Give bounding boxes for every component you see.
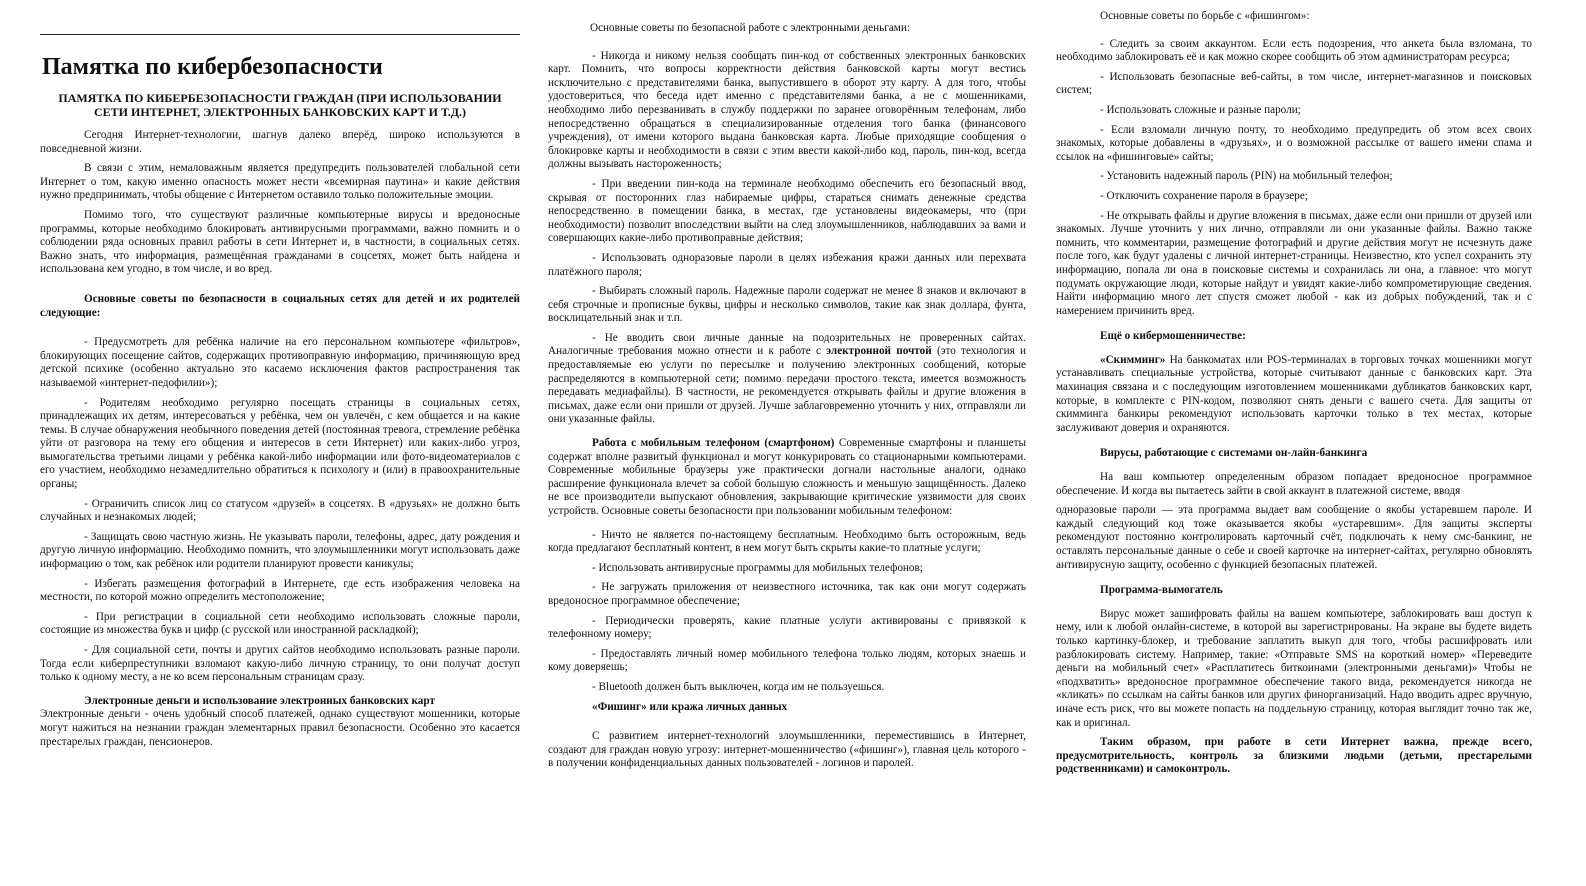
- social-tip: - Для социальной сети, почты и других сайтов необходимо использовать разные пароли. Тогда если киберпреступники взломают какую-либо личную страницу, то они получат доступ только к одному месту, а не ко всем персональным страницам сразу.: [40, 644, 520, 684]
- virus-heading: Вирусы, работающие с системами он-лайн-банкинга: [1100, 447, 1368, 460]
- skimming-text: На банкоматах или POS-терминалах в торговых точках мошенники могут устанавливать специальные устройства, которые считывают данные с банковских карт. Эта махинация связана и с последующим изготовлением мошенниками дубликатов банковских карт, которые, в комплекте с PIN-кодом, позволяют снять деньги с вашего счета. Для защиты от скимминга банкиры рекомендуют использовать карточки только в тех местах, которые заслуживают доверия и охраняются.: [1056, 353, 1532, 434]
- phishing-tip: - Использовать безопасные веб-сайты, в том числе, интернет-магазинов и поисковых систем;: [1056, 70, 1532, 97]
- title-rule: [40, 34, 520, 35]
- ransom-heading: Программа-вымогатель: [1100, 584, 1223, 597]
- social-tip: - При регистрации в социальной сети необходимо использовать сложные пароли, состоящие из множества букв и цифр (с русской или иностранной раскладкой);: [40, 610, 520, 637]
- social-tip: - Ограничить список лиц со статусом «друзей» в соцсетях. В «друзьях» не должно быть случайных и незнакомых людей;: [40, 497, 520, 524]
- money-tip: - Использовать одноразовые пароли в целях избежания кражи данных или перехвата платёжного пароля;: [548, 251, 1026, 278]
- fraud-heading: Ещё о кибермошенничестве:: [1100, 330, 1246, 343]
- column-3: [1056, 0, 1532, 783]
- virus-text: На ваш компьютер определенным образом попадает вредоносное программное обеспечение. И когда вы пытаетесь зайти в свой аккаунт в платежной системе, вводя: [1056, 471, 1532, 497]
- phone-tip: - Периодически проверять, какие платные услуги активированы с привязкой к телефонному номеру;: [548, 614, 1026, 641]
- phone-heading: Работа с мобильным телефоном (смартфоном): [592, 437, 835, 450]
- phishing-tip: - Использовать сложные и разные пароли;: [1100, 103, 1301, 116]
- phishing-tips-heading: Основные советы по борьбе с «фишингом»:: [1100, 10, 1310, 22]
- money-tip: - При введении пин-кода на терминале необходимо обеспечить его безопасный ввод, скрывая от посторонних глаз набираемые цифры, стараться снимать денежные средства непосредственно в помещении банка, в местах, где установлены видеокамеры, что (при необходимости) позволит впоследствии выйти на след злоумышленников, наблюдавших за вами и совершающих какие-либо противоправные действия;: [548, 177, 1026, 245]
- phone-tip: - Предоставлять личный номер мобильного телефона только людям, которых знаешь и кому доверяешь;: [548, 647, 1026, 674]
- intro-paragraph: Помимо того, что существуют различные компьютерные вирусы и вредоносные программы, которые необходимо блокировать антивирусными программами, важно помнить и о соблюдении ряда основных правил работы в сети Интернет и, в частности, в социальных сетях. Важно знать, что информация, размещённая гражданами в соцсетях, может быть найдена и использована кем угодно, в том числе, и во вред.: [40, 208, 520, 276]
- intro-paragraph: В связи с этим, немаловажным является предупредить пользователей глобальной сети Интернет о том, какую именно опасность может нести «всемирная паутина» и какие действия нужно предпринимать, чтобы общение с Интернетом оставило только положительные эмоции.: [40, 162, 520, 202]
- email-tip: [548, 332, 1026, 427]
- intro-paragraph: Сегодня Интернет-технологии, шагнув далеко вперёд, широко используются в повседневной жизни.: [40, 129, 520, 155]
- phishing-tip: - Не открывать файлы и другие вложения в письмах, даже если они пришли от друзей или знакомых. Лучше уточнить у них лично, отправляли ли они указанные файлы. Важно также помнить, что комментарии, размещение фотографий и другие действия могут не исчезнуть даже после того, как будут удалены с личной интернет-страницы. Неизвестно, кто успел сохранить эту информацию, попала ли она в поисковые системы и сохранилась ли она, а главное: что могут подумать окружающие люди, которые найдут и увидят какие-либо компрометирующие сведения. Найти информацию много лет спустя сможет любой - как из добрых побуждений, так и с намерением причинить вред.: [1056, 209, 1532, 317]
- phishing-tip: - Если взломали личную почту, то необходимо предупредить об этом всех своих знакомых, которые добавлены в «друзьях», и о возможной рассылке от вашего имени спама и ссылок на «фишинговые» сайты;: [1056, 123, 1532, 163]
- phone-tip: - Не загружать приложения от неизвестного источника, так как они могут содержать вредоносное программное обеспечение;: [548, 581, 1026, 607]
- money-text: Электронные деньги - очень удобный способ платежей, однако существуют мошенники, которые могут нажиться на незнании граждан элементарных правил безопасности. Особенно это касается престарелых граждан, пенсионеров.: [40, 708, 520, 748]
- ransom-text: Вирус может зашифровать файлы на вашем компьютере, заблокировать ваш доступ к нему, или к любой онлайн-системе, в которой вы зарегистрированы. На экране вы будете видеть только картинку-блокер, и требование заплатить выкуп для того, чтобы расшифровать или разблокировать систему. Например, такие: «Отправьте SMS на короткий номер» «Переведите деньги на мобильный счет» «Расплатитесь биткоинами (электронными деньгами)» Чтобы не «подхватить» вредоносное программное обеспечение такого вида, рекомендуется никогда не «кликать» по ссылкам на сайты банков или других финорганизаций. Надо вводить адрес вручную, иначе есть риск, что вы можете попасть на поддельную страницу, которая выглядит точно так же, как и оригинал.: [1056, 607, 1532, 729]
- email-tip-text: (это технология и предоставляемые ею услуги по пересылке и получению электронных сообщений, которые распределяются в компьютерной сети; помимо передачи простого текста, имеется возможность передавать медиафайлы). В частности, не рекомендуется открывать файлы и другие вложения в письмах, даже если они пришли от друзей. Лучше заблаговременно уточнить у них, отправляли ли они указанные файлы.: [548, 345, 1026, 426]
- social-tip: - Защищать свою частную жизнь. Не указывать пароли, телефоны, адрес, дату рождения и другую личную информацию. Необходимо помнить, что злоумышленники могут использовать даже информацию о том, как ребёнок или родители планируют провести каникулы;: [40, 530, 520, 571]
- phishing-text: С развитием интернет-технологий злоумышленники, переместившись в Интернет, создают для граждан новую угрозу: интернет-мошенничество («фишинг»), главная цель которого - в получении конфиденциальных данных пользователей - логинов и паролей.: [548, 730, 1026, 770]
- phone-text: Современные смартфоны и планшеты содержат вполне развитый функционал и могут конкурировать со стационарными компьютерами. Современные мобильные браузеры уже практически догнали настольные аналоги, однако расширение функционала влечет за собой большую сложность и меньшую защищённость. Далеко не все производители выпускают обновления, закрывающие критические уязвимости для своих устройств. Основные советы безопасности при пользовании мобильным телефоном:: [548, 437, 1026, 517]
- money-heading: Электронные деньги и использование электронных банковских карт: [84, 694, 435, 707]
- money-tips-heading: Основные советы по безопасной работе с электронными деньгами:: [590, 22, 910, 34]
- phishing-heading: «Фишинг» или кража личных данных: [592, 700, 788, 713]
- virus-text: одноразовые пароли — эта программа выдает вам сообщение о якобы устаревшем пароле. И каждый следующий код тоже оказывается якобы «устаревшим». Для защиты эксперты рекомендуют постоянно контролировать карточный счёт, подключать к нему смс-банкинг, не оставлять персональные данные о себе и своей карточке на интернет-сайтах, регулярно обновлять антивирусную защиту, особенно с функцией безопасных платежей.: [1056, 504, 1532, 571]
- social-heading: Основные советы по безопасности в социальных сетях для детей и их родителей следующие:: [40, 292, 520, 319]
- phone-tip: - Bluetooth должен быть выключен, когда им не пользуешься.: [592, 680, 885, 693]
- skimming-term: «Скимминг»: [1100, 353, 1166, 366]
- phishing-tip: - Отключить сохранение пароля в браузере;: [1100, 189, 1308, 202]
- column-2: [548, 0, 1026, 777]
- phishing-tip: - Следить за своим аккаунтом. Если есть подозрения, что анкета была взломана, то необходимо заблокировать её и как можно скорее сообщить об этом администраторам ресурса;: [1056, 37, 1532, 64]
- page-title: Памятка по кибербезопасности: [42, 54, 383, 80]
- social-tip: - Предусмотреть для ребёнка наличие на его персональном компьютере «фильтров», блокирующих посещение сайтов, содержащих противоправную информацию, причиняющую вред детской психике (особенно актуально это касаемо исключения фактов распространения так называемой «интернет-педофилии»);: [40, 336, 520, 389]
- phone-paragraph: [548, 437, 1026, 519]
- email-tip-text: - Не вводить свои личные данные на подозрительных не проверенных сайтах. Аналогичные требования можно отнести и к работе с: [548, 331, 1026, 358]
- money-tip: - Никогда и никому нельзя сообщать пин-код от собственных электронных банковских карт. Помнить, что вопросы корректности действия банковской карты могут вестись исключительно с представителями банка, выпустившего в оборот эту карту. А для того, чтобы удостовериться, что беседа идет именно с представителями банка, а не с мошенниками, необходимо либо перезванивать в службу поддержки по заранее оговорённым телефонам, либо непосредственно обращаться в специализированные отделения того банка (финансового учреждения), от имени которого выдана банковская карта. Любые приходящие сообщения о блокировке карты и необходимости в связи с этим ввести какой-либо код, пароль, пин-код, всегда должны вызывать настороженность;: [548, 49, 1026, 171]
- column-1: [40, 0, 520, 755]
- phone-tip: - Использовать антивирусные программы для мобильных телефонов;: [592, 561, 923, 574]
- conclusion: Таким образом, при работе в сети Интернет важна, прежде всего, предусмотрительность, контроль за близкими людьми (детьми, престарелыми родственниками) и самоконтроль.: [1056, 736, 1532, 776]
- page-subtitle: ПАМЯТКА ПО КИБЕРБЕЗОПАСНОСТИ ГРАЖДАН (ПРИ ИСПОЛЬЗОВАНИИ СЕТИ ИНТЕРНЕТ, ЭЛЕКТРОННЫХ БАНКОВСКИХ КАРТ И Т.Д.): [58, 91, 502, 119]
- email-term: электронной почтой: [826, 345, 932, 358]
- phone-tip: - Ничто не является по-настоящему бесплатным. Необходимо быть осторожным, ведь когда предлагают бесплатный контент, в нем могут быть скрыты какие-то платные услуги;: [548, 528, 1026, 555]
- social-tip: - Родителям необходимо регулярно посещать страницы в социальных сетях, принадлежащих их детям, интересоваться у ребёнка, чем он увлечён, с кем общается и на какие темы. В случае обнаружения необычного поведения детей (постоянная тревога, стремление ребёнка уйти от разговора на тему его общения и интересов в сети Интернет) или каких-либо угроз, вымогательства третьими лицами у ребёнка какой-либо информации или фото-видеоматериалов с его участием, необходимо незамедлительно обратиться к психологу и (или) в правоохранительные органы;: [40, 396, 520, 491]
- money-tip: - Выбирать сложный пароль. Надежные пароли содержат не менее 8 знаков и включают в себя строчные и прописные буквы, цифры и несколько символов, такие как знак доллара, фунта, восклицательный знак и т.п.: [548, 285, 1026, 325]
- phishing-tip: - Установить надежный пароль (PIN) на мобильный телефон;: [1100, 170, 1393, 183]
- skimming-paragraph: [1056, 354, 1532, 436]
- social-tip: - Избегать размещения фотографий в Интернете, где есть изображения человека на местности, по которой можно определить местоположение;: [40, 577, 520, 604]
